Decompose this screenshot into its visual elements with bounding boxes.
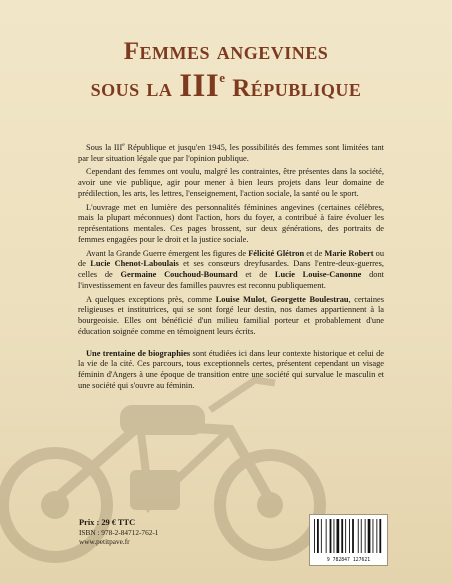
paragraph-5: A quelques exceptions près, comme Louise Mulot, Georgette Boulestrau, certaines religieuses et institutrices, qui se sont forgé leur destin, nos dames appartiennent à la bourgeoisie. Elles ont bénéficié d'un milieu familial porteur et probablement d'une éducation soignée comme en témoignent leurs écrits. — [78, 294, 384, 336]
barcode-bar — [379, 519, 381, 553]
barcode-bar — [376, 519, 377, 553]
person-name: Louise Mulot — [215, 294, 265, 304]
barcode-bar — [373, 519, 374, 553]
barcode-bars — [314, 519, 383, 553]
barcode-bar — [365, 519, 366, 553]
barcode-bar — [341, 519, 343, 553]
barcode-bar — [334, 519, 335, 553]
barcode-digits: 9 782847 127621 — [326, 558, 371, 563]
barcode-bar — [358, 519, 359, 553]
paragraph-4: Avant la Grande Guerre émergent les figures de Félicité Glétron et de Marie Robert ou de Lucie Chenot-Laboulais et ses consœurs dreyfusardes. Dans l'entre-deux-guerres, celles de Germaine Couchoud-Boumard et de Lucie Louise-Canonne dont l'investissement en faveur des familles pauvres est reconnu publiquement. — [78, 248, 385, 290]
person-name: Lucie Louise-Canonne — [274, 270, 362, 280]
barcode-bar — [349, 519, 350, 553]
paragraph-6: Une trentaine de biographies sont étudiées ici dans leur contexte historique et celui de la vie de la cité. Ces parcours, tous exceptionnels certes, présentent cependant un visage féminin d'Angers à une époque de transition entre une société qui survalue le masculin et une société qui s'ouvre au féminin. — [78, 348, 384, 390]
barcode-bar — [368, 519, 371, 553]
barcode-bar — [314, 519, 315, 553]
barcode-bar — [337, 519, 340, 553]
barcode-bar — [352, 519, 354, 553]
person-name: Germaine Couchoud-Boumard — [120, 270, 238, 280]
barcode-bar — [321, 519, 322, 553]
paragraph-2: Cependant des femmes ont voulu, malgré les contraintes, être présentes dans la société, avoir une vie publique, agir pour mener à bien leurs projets dans leur domaine de prédilection, les arts, les lettres, l'enseignement, l'action sociale, la santé ou le sport. — [78, 167, 384, 198]
publisher-website: www.petitpave.fr — [79, 537, 130, 546]
isbn-label: ISBN : 978-2-84712-762-1 — [79, 527, 159, 537]
price-label: Prix : 29 € TTC — [79, 518, 136, 527]
title-line-2 — [20, 69, 432, 105]
title-line-1: Femmes angevines — [123, 38, 329, 65]
title-roman-numeral: III — [179, 68, 220, 104]
synopsis-text — [78, 140, 384, 395]
person-name: Lucie Chenot-Laboulais — [90, 259, 179, 269]
title-line-2-end: République — [225, 75, 362, 102]
person-name: Georgette Boulestrau — [270, 294, 349, 304]
barcode-bar — [317, 519, 319, 553]
title-line-2-start: sous la — [90, 75, 180, 102]
book-title — [20, 38, 432, 105]
barcode-bar — [345, 519, 346, 553]
title-ordinal-suffix: e — [219, 70, 226, 85]
person-name: Félicité Glétron — [248, 248, 305, 258]
isbn-barcode — [309, 514, 388, 566]
barcode-bar — [361, 519, 362, 553]
person-name: Marie Robert — [324, 248, 374, 258]
paragraph-3: L'ouvrage met en lumière des personnalités féminines angevines (certaines célèbres, mais la plupart méconnues) dont l'action, hors du foyer, a contribué à faire évoluer les représentations mentales. Ces pages brossent, sur deux générations, des portraits de femmes engagées pour le droit et la justice sociale. — [78, 202, 384, 244]
publication-info — [79, 518, 158, 547]
barcode-bar — [326, 519, 327, 553]
barcode-bar — [330, 519, 332, 553]
highlight-phrase: Une trentaine de biographies — [86, 348, 191, 358]
paragraph-1: Sous la IIIe République et jusqu'en 1945, les possibilités des femmes sont limitées tant par leur situation légale que par l'opinion publique. — [78, 142, 384, 163]
